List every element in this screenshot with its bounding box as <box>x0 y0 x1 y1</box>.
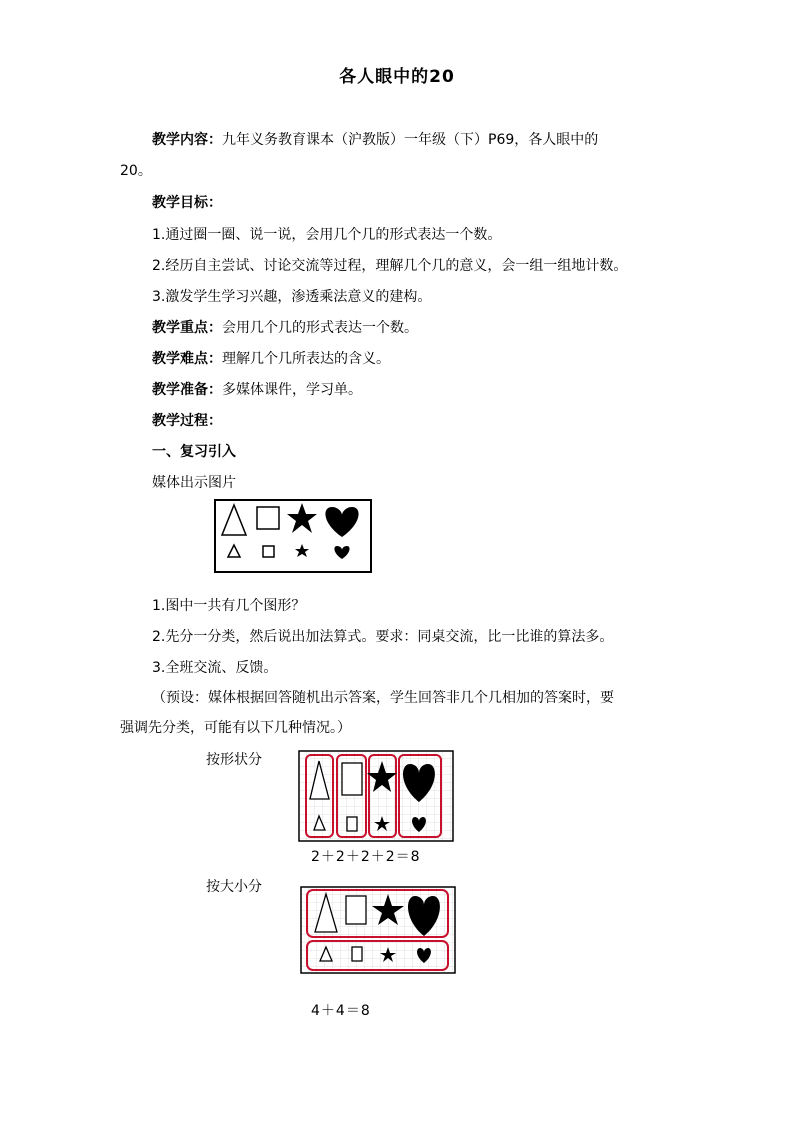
question-2: 2.先分一分类，然后说出加法算式。要求：同桌交流，比一比谁的算法多。 <box>152 629 614 645</box>
question-1: 1.图中一共有几个图形？ <box>152 598 306 614</box>
large-square-icon <box>342 763 362 795</box>
page-title: 各人眼中的20 <box>339 67 455 87</box>
shapes-figure <box>214 499 372 573</box>
preparation-line <box>152 376 692 404</box>
preparation-label: 教学准备： <box>152 382 222 398</box>
by-shape-label: 按形状分 <box>206 752 262 768</box>
content-line-2: 20。 <box>120 163 152 179</box>
preparation-text: 多媒体课件，学习单。 <box>222 382 362 398</box>
large-square-icon <box>346 896 366 924</box>
small-square-icon <box>347 817 357 831</box>
preset-line-2: 强调先分类，可能有以下几种情况。） <box>120 720 351 736</box>
section1-heading: 一、复习引入 <box>152 444 236 460</box>
preset-paragraph <box>120 683 672 743</box>
difficulty-text: 理解几个几所表达的含义。 <box>222 351 390 367</box>
goal-item-1: 1.通过圈一圈、说一说，会用几个几的形式表达一个数。 <box>152 227 502 243</box>
by-shape-equation: 2＋2＋2＋2＝8 <box>311 849 421 865</box>
key-point-text: 会用几个几的形式表达一个数。 <box>222 320 418 336</box>
process-label: 教学过程： <box>152 413 222 429</box>
by-size-label: 按大小分 <box>206 879 262 895</box>
goal-item-3: 3.激发学生学习兴趣，渗透乘法意义的建构。 <box>152 289 432 305</box>
key-point-line <box>152 314 692 342</box>
preset-line-1: （预设：媒体根据回答随机出示答案，学生回答非几个几相加的答案时，要 <box>152 690 614 706</box>
goal-item-2: 2.经历自主尝试、讨论交流等过程，理解几个几的意义，会一组一组地计数。 <box>152 258 628 274</box>
content-label: 教学内容： <box>152 132 222 148</box>
key-point-label: 教学重点： <box>152 320 222 336</box>
by-shape-figure <box>298 750 454 842</box>
media-text: 媒体出示图片 <box>152 475 236 491</box>
difficulty-label: 教学难点： <box>152 351 222 367</box>
content-line <box>152 126 692 154</box>
difficulty-line <box>152 345 692 373</box>
by-size-figure <box>300 886 456 974</box>
content-text: 九年义务教育课本（沪教版）一年级（下）P69，各人眼中的 <box>222 132 599 148</box>
goals-label: 教学目标： <box>152 195 222 211</box>
question-3: 3.全班交流、反馈。 <box>152 660 278 676</box>
small-square-icon <box>352 947 362 961</box>
by-size-equation: 4＋4＝8 <box>311 1003 371 1019</box>
